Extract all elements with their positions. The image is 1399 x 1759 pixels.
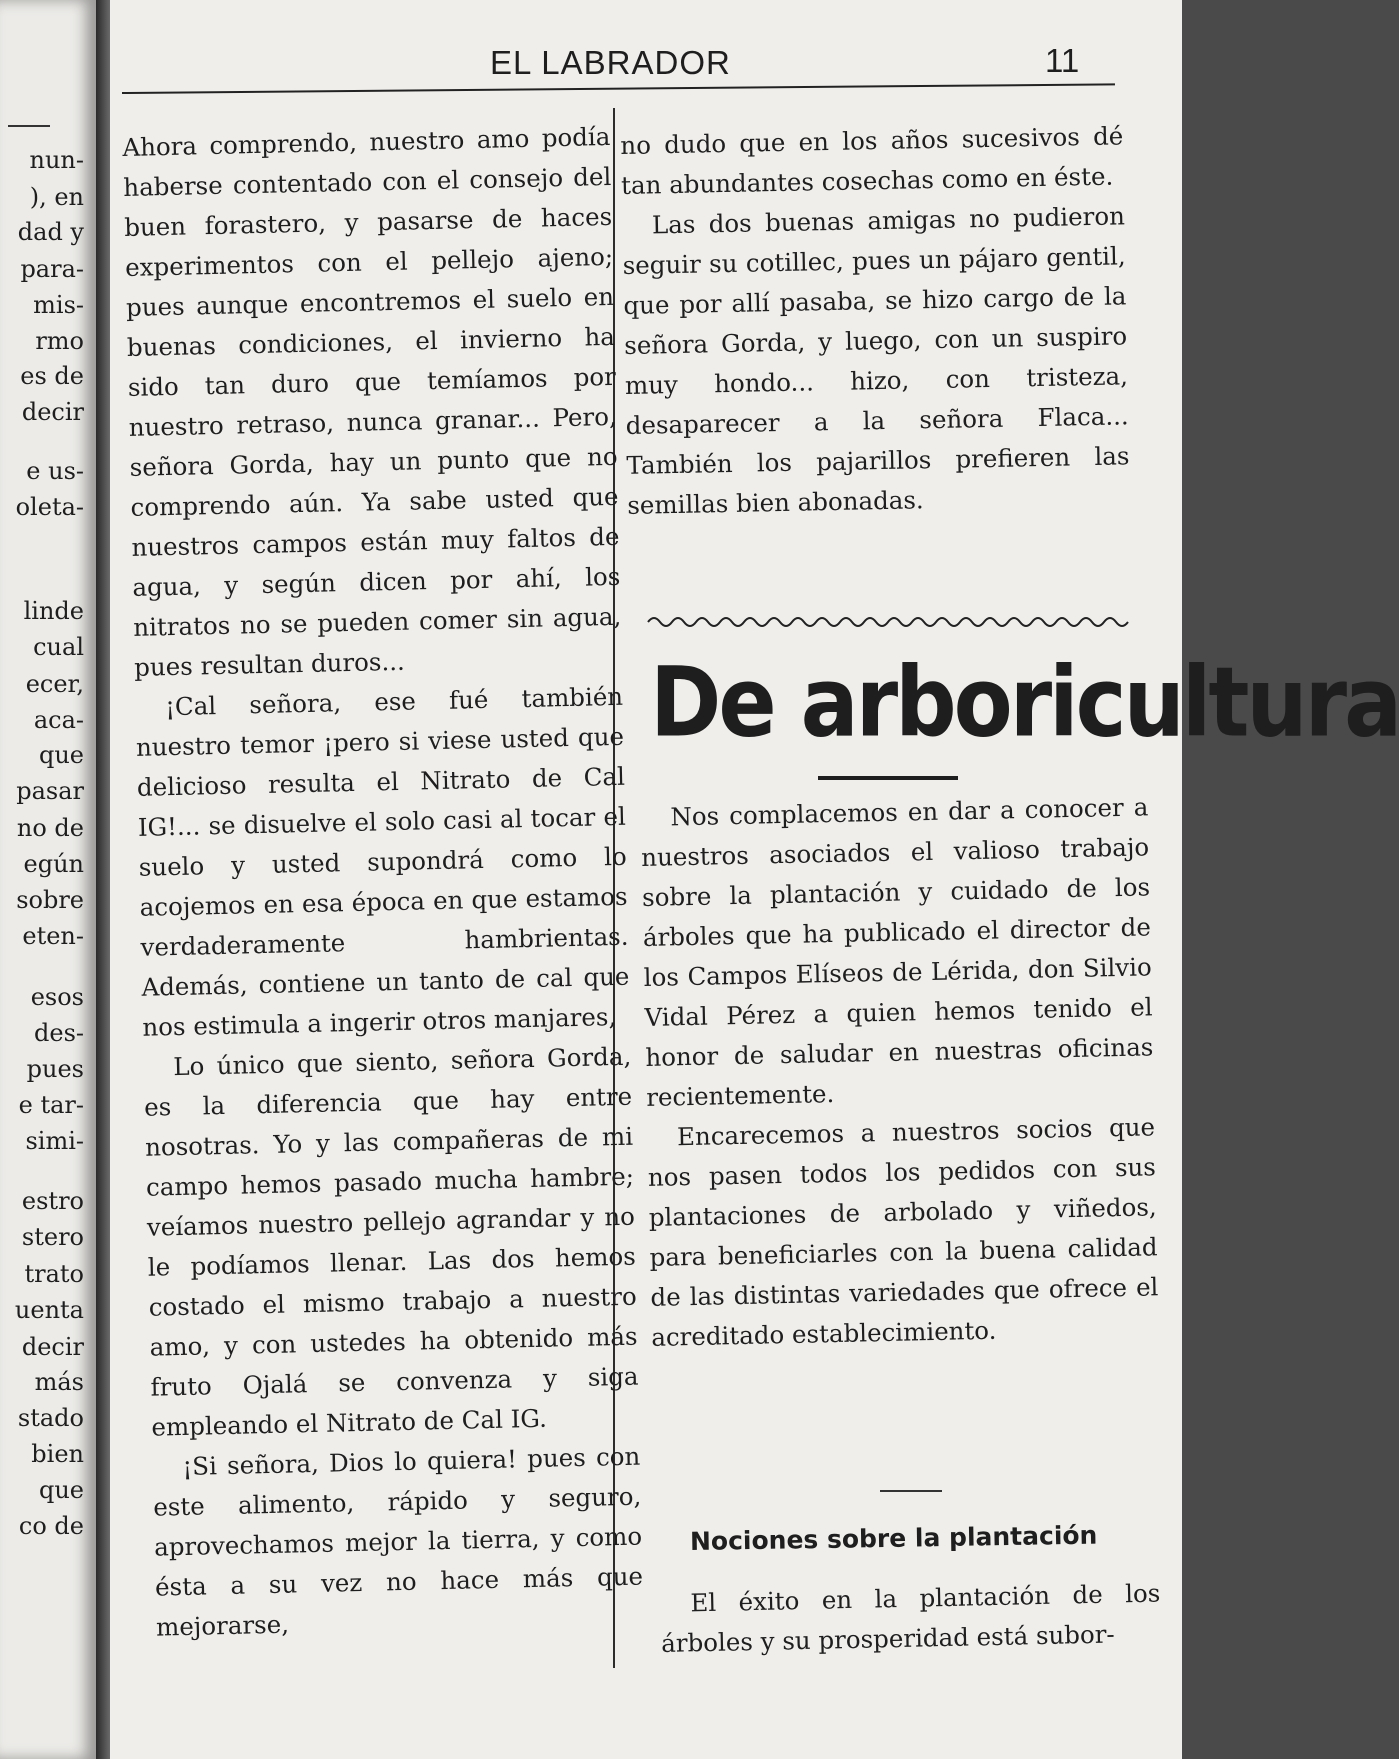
- left-page-fragment: decir: [21, 398, 84, 426]
- left-page-fragment: cual: [33, 633, 84, 661]
- left-page-fragment: pues: [26, 1055, 84, 1083]
- left-page-fragment: egún: [23, 850, 84, 878]
- left-page-fragment: bien: [31, 1440, 84, 1468]
- left-page-fragment: uenta: [14, 1296, 84, 1324]
- left-page-fragment: stado: [17, 1404, 84, 1432]
- left-page-fragment: dad y: [17, 218, 84, 246]
- paragraph: El éxito en la plantación de los árboles y su prosperidad está subor-: [660, 1578, 1161, 1658]
- left-page-fragment: linde: [23, 597, 84, 625]
- paragraph: Lo único que siento, señora Gorda, es la diferencia que hay entre nosotras. Yo y las compañeras de mi campo hemos pasado mucha hambre; veíamos nuestro pellejo agrandar y no le podíamos llenar. Las dos hemos costado el mismo trabajo a nuestro amo, y con ustedes ha obtenido más fruto Ojalá se convenza y siga empleando el Nitrato de Cal IG.: [143, 1041, 639, 1442]
- left-page-fragment: oleta-: [15, 493, 84, 521]
- page-number: 11: [1045, 42, 1080, 79]
- left-page-fragment: co de: [18, 1512, 84, 1540]
- left-page-fragment: es de: [20, 362, 84, 390]
- paragraph: Nos complacemos en dar a conocer a nuestros asociados el valioso trabajo sobre la plantación y cuidado de los árboles que ha publicado el director de los Campos Elíseos de Lérida, don Silvio Vidal Pérez a quien hemos tenido el honor de saludar en nuestras oficinas recientemente.: [640, 792, 1154, 1112]
- left-page-fragment: trato: [24, 1260, 84, 1288]
- left-page-fragment: pasar: [16, 777, 84, 805]
- left-page-fragment: que: [38, 1476, 84, 1504]
- right-column-top: [620, 116, 1131, 526]
- paragraph: no dudo que en los años sucesivos dé tan abundantes cosechas como en éste.: [620, 121, 1124, 200]
- left-page-fragment: que: [38, 741, 84, 769]
- left-page-fragment: des-: [34, 1019, 84, 1047]
- left-page-fragment: para-: [20, 255, 84, 283]
- left-page-fragment: aca-: [33, 706, 84, 734]
- book-gutter: [96, 0, 110, 1759]
- left-page-fragment: e tar-: [18, 1091, 84, 1119]
- left-page-fragment: eten-: [22, 922, 84, 950]
- left-page-fragment: sobre: [16, 886, 84, 914]
- right-column-section: [640, 787, 1160, 1358]
- paragraph: Las dos buenas amigas no pudieron seguir su cotillec, pues un pájaro gentil, que por allí pasaba, se hizo cargo de la señora Gorda, y luego, con un suspiro muy hondo... hizo, con tristeza, desaparecer a la señora Flaca... También los pajarillos prefieren las semillas bien abonadas.: [622, 201, 1130, 520]
- section-rule: [880, 1490, 942, 1492]
- paragraph: ¡Cal señora, ese fué también nuestro temor ¡pero si viese usted que delicioso resulta el Nitrato de Cal IG!... se disuelve el solo casi al tocar el suelo y usted supondrá como lo acojemos en esa época en que estamos verdaderamente hambrientas. Además, contiene un tanto de cal que nos estimula a ingerir otros manjares,: [135, 681, 630, 1042]
- left-page-fragment: nun-: [29, 146, 84, 174]
- title-underline: [818, 776, 958, 780]
- left-page-fragment: más: [34, 1368, 84, 1396]
- right-column-closing: [660, 1574, 1162, 1664]
- wavy-divider: [648, 604, 1128, 634]
- left-page-fragment: rmo: [35, 327, 84, 355]
- left-page-fragment: stero: [21, 1223, 84, 1251]
- subheading: Nociones sobre la plantación: [689, 1520, 1098, 1556]
- left-page-fragment: e us-: [26, 457, 84, 485]
- left-page-margin: [0, 0, 96, 1759]
- paragraph: Encarecemos a nuestros socios que nos pasen todos los pedidos con sus plantaciones de arbolado y viñedos, para beneficiarles con la buena calidad de las distintas variedades que ofrece el acreditado establecimiento.: [647, 1112, 1159, 1352]
- left-column: [122, 117, 644, 1648]
- left-page-fragment: esos: [30, 983, 84, 1011]
- section-title: De arboricultura: [650, 647, 1399, 760]
- left-page-fragment: ), en: [29, 183, 84, 211]
- left-page-fragment: no de: [16, 814, 84, 842]
- left-page-fragment: ecer,: [25, 670, 84, 698]
- left-page-fragment: simi-: [25, 1127, 84, 1155]
- paragraph: ¡Si señora, Dios lo quiera! pues con este alimento, rápido y seguro, aprovechamos mejor la tierra, y como ésta a su vez no hace más que mejorarse,: [152, 1441, 644, 1642]
- page-title: EL LABRADOR: [490, 44, 731, 81]
- left-page-fragment: decir: [21, 1333, 84, 1361]
- left-page-fragment: estro: [21, 1187, 84, 1215]
- left-page-rule: [8, 125, 50, 127]
- left-page-fragment: mis-: [33, 291, 84, 319]
- paragraph: Ahora comprendo, nuestro amo podía haberse contentado con el consejo del buen forastero, y pasarse de haces experimentos con el pellejo ajeno; pues aunque encontremos el suelo en buenas condiciones, el invierno ha sido tan duro que temíamos por nuestro retraso, nunca granar... Pero, señora Gorda, hay un punto que no comprendo aún. Ya sabe usted que nuestros campos están muy faltos de agua, y según dicen por ahí, los nitratos no se pueden comer sin agua, pues resultan duros...: [122, 121, 622, 682]
